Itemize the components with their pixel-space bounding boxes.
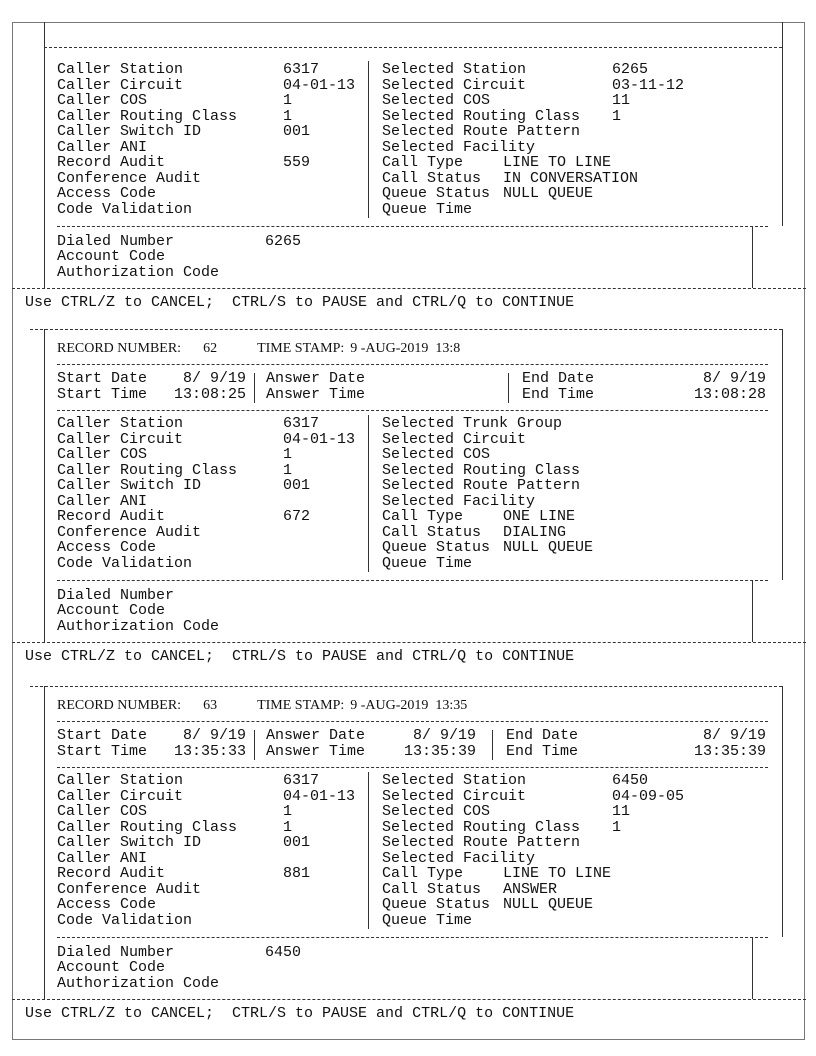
vertical-rule	[752, 226, 753, 288]
selected-field-value: LINE TO LINE	[503, 154, 612, 171]
selected-field-value: 03-11-12	[612, 76, 685, 94]
selected-field-label: Call Status	[382, 880, 482, 898]
vertical-rule	[44, 22, 45, 288]
selected-field-label: Selected Routing Class	[382, 818, 581, 836]
dashed-rule	[57, 721, 768, 722]
vertical-rule	[254, 730, 255, 760]
selected-field-label: Selected COS	[382, 803, 491, 820]
caller-field-label: Caller Routing Class	[57, 107, 238, 125]
selected-field-label: Selected Circuit	[382, 787, 527, 805]
caller-field-value: 881	[283, 865, 311, 882]
selected-field-label: Selected Station	[382, 772, 527, 789]
footer-instructions: Use CTRL/Z to CANCEL; CTRL/S to PAUSE and CTRL/Q to CONTINUE	[25, 647, 575, 665]
selected-field-value: 11	[612, 803, 631, 820]
selected-field-value: ONE LINE	[503, 508, 576, 525]
selected-field-label: Selected Facility	[382, 138, 536, 156]
start-time-label: Start Time	[57, 386, 148, 403]
vertical-rule	[44, 686, 45, 999]
caller-field-label: Conference Audit	[57, 523, 202, 541]
dialed-field-label: Account Code	[57, 602, 166, 619]
selected-field-label: Selected Routing Class	[382, 107, 581, 125]
caller-field-label: Caller ANI	[57, 492, 148, 510]
selected-field-label: Selected COS	[382, 92, 491, 109]
caller-field-value: 6317	[283, 61, 320, 78]
caller-field-label: Caller Station	[57, 415, 184, 432]
end-date-label: End Date	[522, 370, 595, 387]
start-date-label: Start Date	[57, 727, 148, 744]
selected-field-label: Call Type	[382, 154, 464, 171]
caller-field-label: Caller Station	[57, 61, 184, 78]
answer-time-label: Answer Time	[266, 386, 366, 403]
selected-field-value: 6450	[612, 772, 649, 789]
vertical-rule	[254, 373, 255, 403]
caller-field-label: Caller COS	[57, 446, 148, 463]
start-time-label: Start Time	[57, 743, 148, 760]
selected-field-label: Selected Route Pattern	[382, 477, 581, 494]
vertical-rule	[782, 22, 783, 226]
vertical-rule	[782, 686, 783, 937]
selected-field-value: 1	[612, 818, 622, 836]
selected-field-label: Queue Time	[382, 200, 473, 218]
end-time-label: End Time	[522, 386, 595, 403]
dialed-field-label: Authorization Code	[57, 263, 220, 281]
vertical-rule	[368, 61, 369, 218]
caller-field-value: 04-01-13	[283, 430, 356, 448]
vertical-rule	[368, 415, 369, 572]
caller-field-label: Record Audit	[57, 154, 166, 171]
dialed-field-label: Dialed Number	[57, 943, 175, 961]
caller-field-value: 1	[283, 446, 293, 463]
record-number-label: RECORD NUMBER:	[57, 698, 182, 713]
end-time: 13:08:28	[693, 386, 766, 403]
answer-date: 8/ 9/19	[412, 727, 476, 744]
dashed-rule	[57, 364, 768, 365]
end-date-label: End Date	[506, 727, 579, 744]
caller-field-value: 04-01-13	[283, 787, 356, 805]
caller-field-label: Code Validation	[57, 554, 193, 572]
record-header-line	[57, 698, 467, 714]
selected-field-label: Call Status	[382, 169, 482, 187]
caller-field-label: Caller Switch ID	[57, 123, 202, 140]
vertical-rule	[44, 329, 45, 642]
dialed-field-label: Authorization Code	[57, 617, 220, 635]
caller-field-value: 001	[283, 477, 311, 494]
selected-field-label: Queue Time	[382, 911, 473, 929]
selected-field-value: NULL QUEUE	[503, 539, 594, 556]
caller-field-label: Caller COS	[57, 92, 148, 109]
answer-date-label: Answer Date	[266, 727, 366, 744]
caller-field-label: Caller Station	[57, 772, 184, 789]
dialed-field-label: Authorization Code	[57, 974, 220, 992]
caller-field-value: 1	[283, 107, 293, 125]
answer-date	[380, 371, 476, 387]
dashed-rule	[30, 329, 782, 330]
dialed-field-value: 6450	[265, 943, 302, 961]
selected-field-label: Selected Facility	[382, 492, 536, 510]
selected-field-label: Selected Circuit	[382, 430, 527, 448]
selected-field-label: Selected Route Pattern	[382, 834, 581, 851]
caller-field-label: Conference Audit	[57, 880, 202, 898]
record-header-line	[57, 341, 460, 357]
end-date: 8/ 9/19	[702, 727, 766, 744]
caller-field-value: 1	[283, 461, 293, 479]
caller-field-value: 1	[283, 818, 293, 836]
dialed-field-label: Account Code	[57, 959, 166, 976]
selected-field-value: LINE TO LINE	[503, 865, 612, 882]
selected-field-value: 11	[612, 92, 631, 109]
caller-field-label: Caller COS	[57, 803, 148, 820]
selected-field-value: NULL QUEUE	[503, 185, 594, 202]
caller-field-value: 001	[283, 834, 311, 851]
caller-field-label: Code Validation	[57, 200, 193, 218]
dashed-rule	[12, 288, 806, 289]
selected-field-label: Queue Status	[382, 539, 491, 556]
dialed-field-label: Dialed Number	[57, 232, 175, 250]
record-number: 62	[203, 341, 218, 356]
answer-time-label: Answer Time	[266, 743, 366, 760]
caller-field-label: Caller Circuit	[57, 430, 184, 448]
selected-field-label: Call Type	[382, 865, 464, 882]
caller-field-label: Caller Switch ID	[57, 477, 202, 494]
selected-field-value: IN CONVERSATION	[503, 169, 639, 187]
dialed-field-label: Account Code	[57, 248, 166, 265]
dashed-rule	[30, 686, 782, 687]
caller-field-value: 559	[283, 154, 311, 171]
caller-field-label: Conference Audit	[57, 169, 202, 187]
caller-field-label: Caller Circuit	[57, 787, 184, 805]
selected-field-label: Queue Status	[382, 896, 491, 913]
time-stamp-label: TIME STAMP:	[257, 698, 345, 713]
start-date: 8/ 9/19	[182, 727, 246, 744]
caller-field-label: Record Audit	[57, 865, 166, 882]
selected-field-label: Call Type	[382, 508, 464, 525]
caller-field-value: 1	[283, 803, 293, 820]
end-date: 8/ 9/19	[702, 370, 766, 387]
selected-field-value: NULL QUEUE	[503, 896, 594, 913]
selected-field-label: Selected Station	[382, 61, 527, 78]
selected-field-label: Selected Facility	[382, 849, 536, 867]
selected-field-label: Selected Routing Class	[382, 461, 581, 479]
footer-instructions: Use CTRL/Z to CANCEL; CTRL/S to PAUSE and CTRL/Q to CONTINUE	[25, 1004, 575, 1022]
caller-field-label: Access Code	[57, 185, 157, 202]
selected-field-value: DIALING	[503, 523, 567, 541]
dashed-rule	[12, 999, 806, 1000]
start-date: 8/ 9/19	[182, 370, 246, 387]
selected-field-value: ANSWER	[503, 880, 558, 898]
selected-field-label: Queue Status	[382, 185, 491, 202]
start-time: 13:35:33	[173, 743, 246, 760]
selected-field-value: 6265	[612, 61, 649, 78]
start-time: 13:08:25	[173, 386, 246, 403]
caller-field-value: 672	[283, 508, 311, 525]
caller-field-label: Caller ANI	[57, 138, 148, 156]
selected-field-label: Selected Circuit	[382, 76, 527, 94]
vertical-rule	[782, 329, 783, 580]
record-number: 63	[203, 698, 218, 713]
selected-field-value: 1	[612, 107, 622, 125]
selected-field-label: Selected Trunk Group	[382, 415, 563, 432]
answer-date-label: Answer Date	[266, 370, 366, 387]
selected-field-label: Queue Time	[382, 554, 473, 572]
caller-field-value: 1	[283, 92, 293, 109]
caller-field-label: Access Code	[57, 896, 157, 913]
time-stamp: 9 -AUG-2019 13:35	[350, 698, 468, 713]
vertical-rule	[368, 772, 369, 929]
caller-field-label: Code Validation	[57, 911, 193, 929]
answer-time: 13:35:39	[403, 743, 476, 760]
selected-field-label: Selected COS	[382, 446, 491, 463]
caller-field-label: Caller Switch ID	[57, 834, 202, 851]
caller-field-value: 001	[283, 123, 311, 140]
caller-field-value: 04-01-13	[283, 76, 356, 94]
record-number-label: RECORD NUMBER:	[57, 341, 182, 356]
dialed-field-label: Dialed Number	[57, 586, 175, 604]
dashed-rule	[57, 767, 768, 768]
vertical-rule	[508, 373, 509, 403]
selected-field-value: 04-09-05	[612, 787, 685, 805]
caller-field-label: Record Audit	[57, 508, 166, 525]
dashed-rule	[12, 642, 806, 643]
caller-field-label: Caller Routing Class	[57, 818, 238, 836]
caller-field-value: 6317	[283, 772, 320, 789]
caller-field-value: 6317	[283, 415, 320, 432]
dashed-rule	[57, 937, 768, 938]
footer-instructions: Use CTRL/Z to CANCEL; CTRL/S to PAUSE and CTRL/Q to CONTINUE	[25, 293, 575, 311]
caller-field-label: Caller ANI	[57, 849, 148, 867]
caller-field-label: Caller Routing Class	[57, 461, 238, 479]
start-date-label: Start Date	[57, 370, 148, 387]
dashed-rule	[57, 226, 768, 227]
vertical-rule	[492, 730, 493, 760]
dialed-field-value: 6265	[265, 232, 302, 250]
end-time-label: End Time	[506, 743, 579, 760]
dashed-rule	[57, 580, 768, 581]
time-stamp-label: TIME STAMP:	[257, 341, 345, 356]
selected-field-label: Selected Route Pattern	[382, 123, 581, 140]
end-time: 13:35:39	[693, 743, 766, 760]
caller-field-label: Caller Circuit	[57, 76, 184, 94]
dashed-rule	[57, 410, 768, 411]
answer-time	[380, 387, 476, 403]
caller-field-label: Access Code	[57, 539, 157, 556]
time-stamp: 9 -AUG-2019 13:8	[350, 341, 461, 356]
vertical-rule	[752, 937, 753, 999]
dashed-rule	[44, 47, 782, 48]
selected-field-label: Call Status	[382, 523, 482, 541]
vertical-rule	[752, 580, 753, 642]
